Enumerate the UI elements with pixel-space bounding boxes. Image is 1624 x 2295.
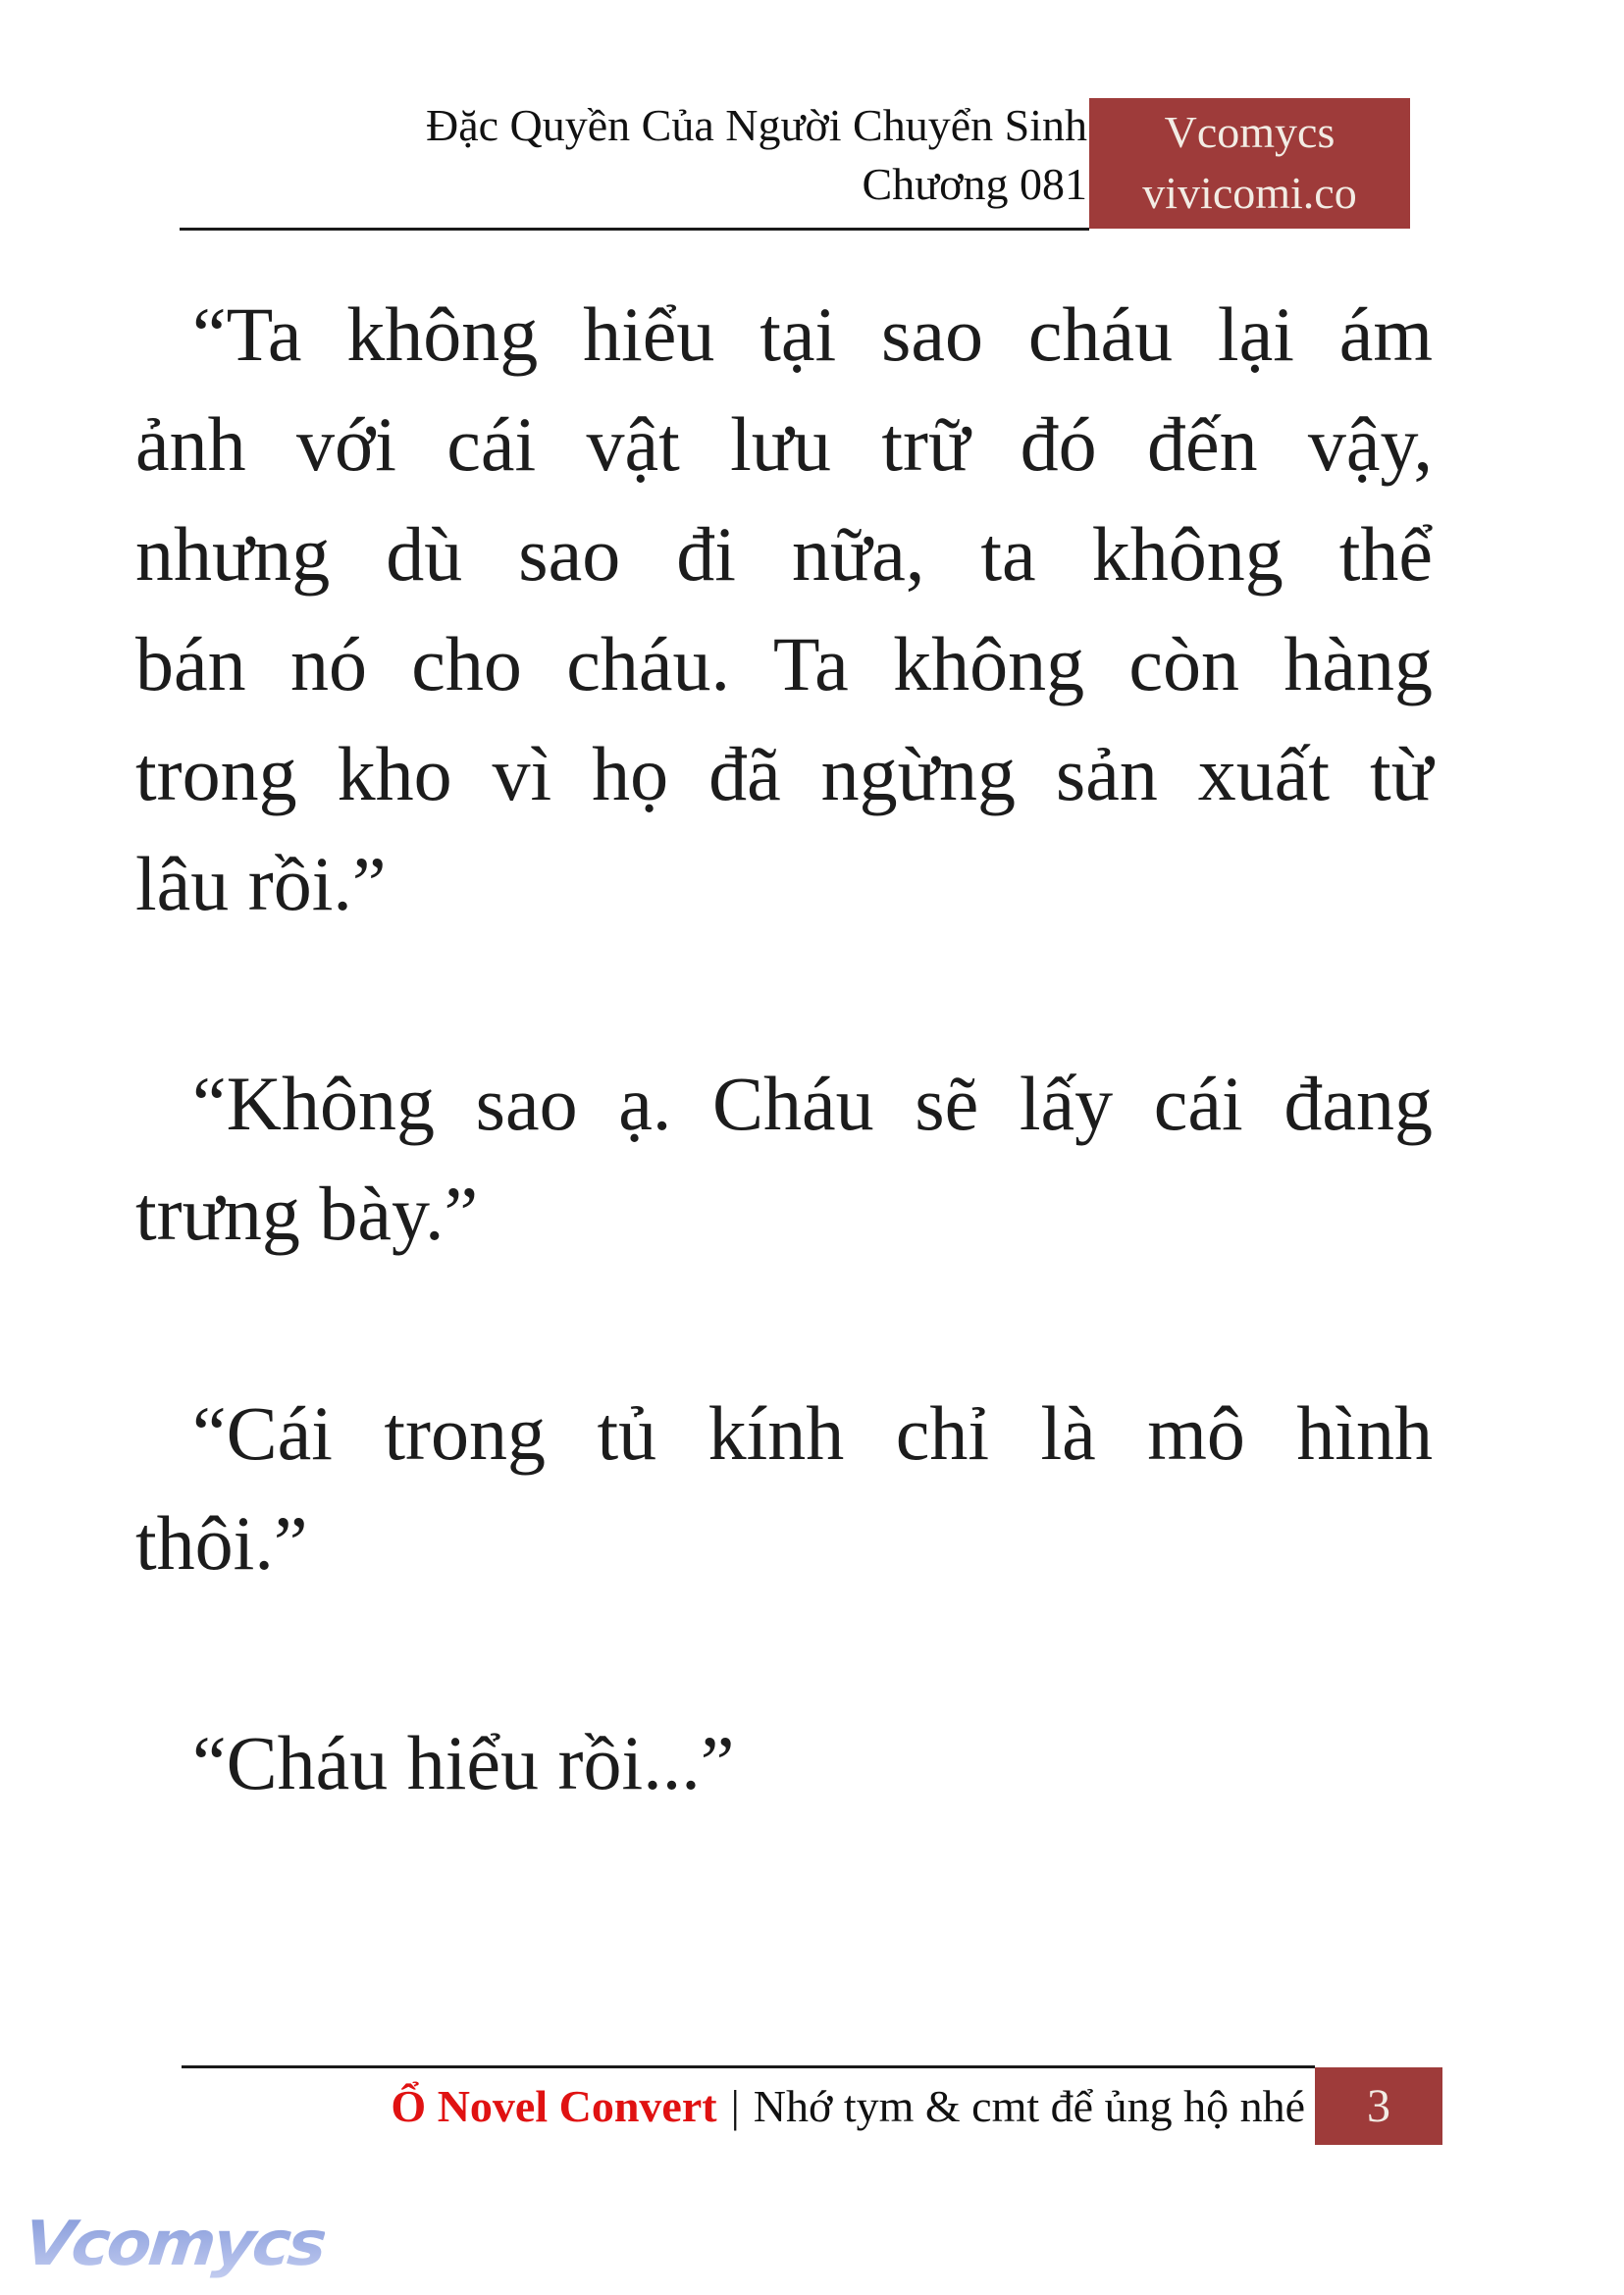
- text-line: “Không sao ạ. Cháu sẽ lấy cái đang: [192, 1061, 1433, 1146]
- text-line: thôi.”: [135, 1500, 308, 1586]
- header-badge: [1089, 98, 1410, 229]
- text-line: lâu rồi.”: [135, 841, 387, 926]
- page-number-badge: [1315, 2067, 1442, 2145]
- paragraph: [135, 1379, 1433, 1598]
- text-line: bán nó cho cháu. Ta không còn hàng: [135, 621, 1433, 706]
- text-line: trưng bày.”: [135, 1171, 479, 1256]
- vcomycs-logo: Vcomycs: [21, 2207, 328, 2280]
- chapter-label: Chương 081: [862, 159, 1087, 209]
- body-text: [135, 280, 1433, 1928]
- header-divider: [180, 228, 1089, 231]
- text-line: nhưng dù sao đi nữa, ta không thể: [135, 511, 1433, 597]
- badge-site: vivicomi.co: [1142, 168, 1357, 218]
- footer-text: [180, 2076, 1305, 2137]
- footer-divider: [182, 2065, 1315, 2068]
- header-title-block: [180, 96, 1087, 214]
- footer-message: Nhớ tym & cmt để ủng hộ nhé: [753, 2081, 1305, 2131]
- text-line: trong kho vì họ đã ngừng sản xuất từ: [135, 731, 1433, 816]
- page-number: 3: [1367, 2080, 1390, 2132]
- text-line: ảnh với cái vật lưu trữ đó đến vậy,: [135, 401, 1433, 487]
- badge-brand: Vcomycs: [1164, 107, 1336, 157]
- paragraph: [135, 280, 1433, 939]
- text-line: “Ta không hiểu tại sao cháu lại ám: [192, 291, 1433, 377]
- paragraph: [135, 1708, 1433, 1818]
- text-line: “Cháu hiểu rồi...”: [192, 1720, 735, 1805]
- doc-title: Đặc Quyền Của Người Chuyển Sinh: [425, 100, 1087, 150]
- paragraph: [135, 1049, 1433, 1269]
- footer-brand: Ổ Novel Convert: [391, 2081, 717, 2131]
- text-line: “Cái trong tủ kính chỉ là mô hình: [192, 1390, 1433, 1476]
- footer-separator: |: [730, 2081, 740, 2131]
